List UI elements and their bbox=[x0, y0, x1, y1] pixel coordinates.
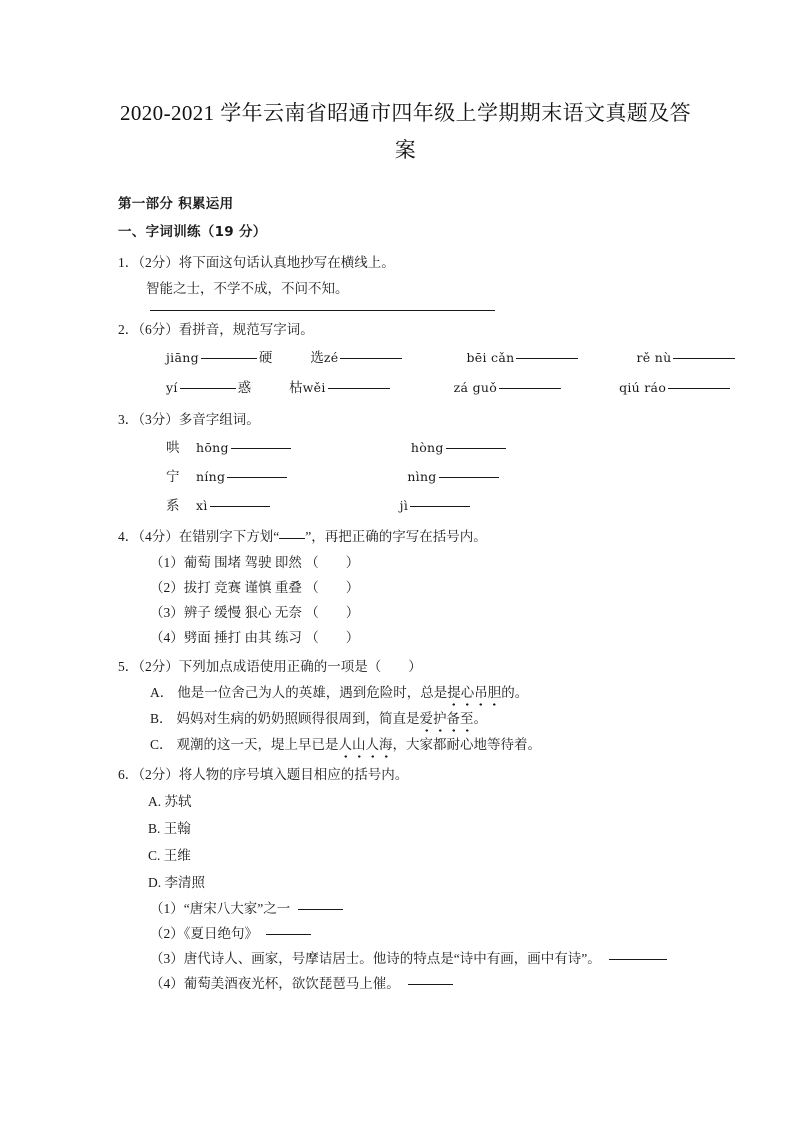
pinyin-cell bbox=[310, 343, 404, 373]
duoyinzi-row bbox=[118, 433, 693, 462]
duoyinzi-right bbox=[411, 433, 508, 462]
answer-blank[interactable] bbox=[328, 388, 390, 389]
option-text-before: 观潮的这一天，堤上早已是 bbox=[176, 737, 339, 752]
page-title: 2020-2021 学年云南省昭通市四年级上学期期末语文真题及答案 bbox=[119, 101, 692, 162]
question-6-person[interactable]: C. 王维 bbox=[148, 848, 191, 863]
answer-blank[interactable] bbox=[516, 358, 578, 359]
answer-blank[interactable] bbox=[410, 506, 470, 507]
question-2-stem: 2．（6分）看拼音，规范写字词。 bbox=[118, 322, 314, 337]
option-letter: C． bbox=[150, 737, 173, 752]
duoyinzi-row bbox=[118, 491, 693, 520]
question-4-items bbox=[118, 550, 693, 650]
answer-blank[interactable] bbox=[499, 388, 561, 389]
pinyin-cell bbox=[454, 373, 563, 403]
pinyin-text: yí bbox=[166, 380, 178, 395]
duoyinzi-row bbox=[118, 462, 693, 491]
question-5-stem: 5．（2分）下列加点成语使用正确的一项是（ ） bbox=[118, 659, 422, 674]
question-4-stem bbox=[118, 524, 693, 550]
question-5-options bbox=[118, 680, 693, 758]
option-text-before: 妈妈对生病的奶奶照顾得很周到，简直是 bbox=[176, 711, 420, 726]
question-5-option[interactable] bbox=[118, 732, 693, 758]
option-text-before: 他是一位舍己为人的英雄，遇到危险时，总是 bbox=[177, 685, 448, 700]
question-5-option[interactable] bbox=[118, 680, 693, 706]
underline-mark-icon bbox=[279, 538, 305, 539]
duoyinzi-left bbox=[196, 491, 272, 520]
question-3-stem: 3．（3分）多音字组词。 bbox=[118, 412, 260, 427]
option-text-after: ，大家都耐心地等待着。 bbox=[392, 737, 542, 752]
answer-blank[interactable] bbox=[298, 909, 343, 910]
answer-blank[interactable] bbox=[408, 984, 453, 985]
pinyin-text: zá guǒ bbox=[453, 380, 498, 395]
question-6-person[interactable]: D. 李清照 bbox=[148, 875, 205, 890]
question-4 bbox=[118, 524, 693, 650]
answer-blank[interactable] bbox=[201, 358, 257, 359]
question-3 bbox=[118, 407, 693, 520]
question-6-item-text: （2）《夏日绝句》 bbox=[150, 926, 258, 941]
option-letter: A． bbox=[150, 685, 174, 700]
pinyin-text: nìng bbox=[407, 469, 437, 484]
answer-blank[interactable] bbox=[231, 448, 291, 449]
question-6 bbox=[118, 762, 693, 996]
section-heading: 一、字词训练（19 分） bbox=[118, 224, 267, 240]
part-heading: 第一部分 积累运用 bbox=[118, 196, 234, 212]
answer-blank[interactable] bbox=[668, 388, 730, 389]
question-1-sentence: 智能之士，不学不成，不问不知。 bbox=[146, 281, 349, 296]
question-6-item bbox=[118, 946, 693, 971]
question-2 bbox=[118, 317, 693, 403]
option-text-after: 。 bbox=[473, 711, 488, 726]
pinyin-text: rě nù bbox=[636, 350, 672, 365]
hanzi-suffix: 惑 bbox=[237, 380, 252, 395]
question-6-items bbox=[118, 896, 693, 996]
pinyin-cell bbox=[636, 343, 737, 373]
pinyin-cell bbox=[619, 373, 732, 403]
answer-blank[interactable] bbox=[340, 358, 402, 359]
question-6-stem: 6．（2分）将人物的序号填入题目相应的括号内。 bbox=[118, 767, 409, 782]
pinyin-cell bbox=[466, 343, 580, 373]
answer-blank[interactable] bbox=[446, 448, 506, 449]
duoyinzi-char: 宁 bbox=[166, 469, 180, 484]
pinyin-text: hōng bbox=[196, 440, 229, 455]
question-6-item bbox=[118, 921, 693, 946]
question-4-item: （4）劈面 捶打 由其 练习 （ ） bbox=[150, 630, 360, 645]
duoyinzi-right bbox=[407, 462, 500, 491]
question-6-item bbox=[118, 971, 693, 996]
question-5-option[interactable] bbox=[118, 706, 693, 732]
question-1-stem: 1．（2分）将下面这句话认真地抄写在横线上。 bbox=[118, 255, 395, 270]
question-1-answer-rule[interactable] bbox=[150, 310, 495, 311]
pinyin-text: qiú ráo bbox=[619, 380, 667, 395]
question-4-item: （3）辨子 缓慢 狠心 无奈 （ ） bbox=[150, 605, 360, 620]
hanzi-suffix: 硬 bbox=[258, 350, 273, 365]
question-6-person[interactable]: B. 王翰 bbox=[148, 821, 191, 836]
answer-blank[interactable] bbox=[439, 477, 499, 478]
question-2-row-1 bbox=[118, 343, 693, 373]
question-1 bbox=[118, 250, 693, 311]
question-3-rows bbox=[118, 433, 693, 520]
answer-blank[interactable] bbox=[673, 358, 735, 359]
answer-blank[interactable] bbox=[609, 959, 667, 960]
pinyin-cell bbox=[289, 373, 392, 403]
answer-blank[interactable] bbox=[227, 477, 287, 478]
pinyin-cell bbox=[166, 343, 272, 373]
pinyin-text: zé bbox=[323, 350, 339, 365]
pinyin-cell bbox=[166, 373, 251, 403]
emphasized-idiom: 提心吊胆 bbox=[447, 680, 501, 706]
question-4-item: （2）拔打 竞赛 谨慎 重叠 （ ） bbox=[150, 580, 360, 595]
pinyin-text: hòng bbox=[410, 440, 444, 455]
pinyin-text: xì bbox=[196, 498, 208, 513]
hanzi-prefix: 选 bbox=[310, 350, 324, 365]
answer-blank[interactable] bbox=[210, 506, 270, 507]
question-4-item: （1）葡萄 围堵 驾驶 即然 （ ） bbox=[150, 555, 360, 570]
option-text-after: 的。 bbox=[501, 685, 529, 700]
question-6-people-list bbox=[118, 788, 693, 896]
duoyinzi-char: 系 bbox=[166, 498, 180, 513]
question-5 bbox=[118, 654, 693, 758]
question-6-person[interactable]: A. 苏轼 bbox=[148, 794, 192, 809]
pinyin-text: wěi bbox=[302, 380, 326, 395]
pinyin-text: bēi cǎn bbox=[466, 350, 515, 365]
question-6-item-text: （1）“唐宋八大家”之一 bbox=[150, 901, 291, 916]
question-4-stem-part-a: 4．（4分）在错别字下方划“ bbox=[118, 529, 280, 544]
question-6-item-text: （4）葡萄美酒夜光杯，欲饮琵琶马上催。 bbox=[150, 976, 400, 991]
answer-blank[interactable] bbox=[266, 934, 311, 935]
answer-blank[interactable] bbox=[180, 388, 236, 389]
duoyinzi-char: 哄 bbox=[166, 440, 180, 455]
question-6-item-text: （3）唐代诗人、画家，号摩诘居士。他诗的特点是“诗中有画，画中有诗”。 bbox=[150, 951, 601, 966]
hanzi-prefix: 枯 bbox=[289, 380, 303, 395]
emphasized-idiom: 人山人海 bbox=[339, 732, 393, 758]
duoyinzi-left bbox=[196, 462, 289, 491]
emphasized-idiom: 爱护备至 bbox=[420, 706, 474, 732]
pinyin-text: níng bbox=[196, 469, 226, 484]
duoyinzi-right bbox=[400, 491, 472, 520]
pinyin-text: jiāng bbox=[166, 350, 199, 365]
option-letter: B． bbox=[150, 711, 173, 726]
question-6-item bbox=[118, 896, 693, 921]
question-2-row-2 bbox=[118, 373, 693, 403]
duoyinzi-left bbox=[196, 433, 293, 462]
pinyin-text: jì bbox=[399, 498, 409, 513]
question-4-stem-part-b: ”，再把正确的字写在括号内。 bbox=[305, 529, 487, 544]
